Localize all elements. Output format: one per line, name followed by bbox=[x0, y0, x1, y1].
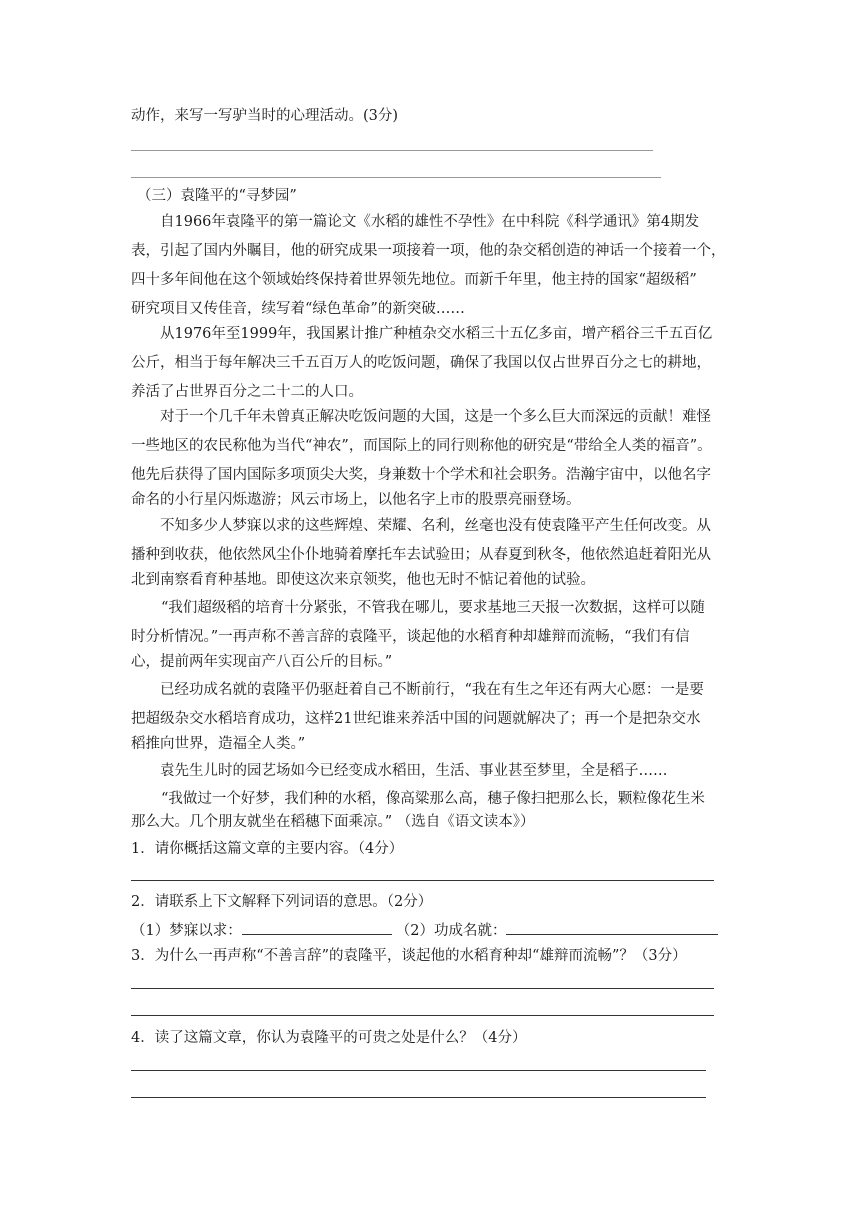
paragraph-line: “我做过一个好梦，我们种的水稻，像高粱那么高，穗子像扫把那么长，颗粒像花生米 bbox=[161, 791, 705, 807]
paragraph-line: 从1976年至1999年，我国累计推广种植杂交水稻三十五亿多亩，增产稻谷三千五百亿 bbox=[160, 326, 713, 342]
question-1: 1．请你概括这篇文章的主要内容。（4分） bbox=[131, 841, 404, 857]
paragraph-line: 表，引起了国内外瞩目，他的研究成果一项接着一项，他的杂交稻创造的神话一个接着一个， bbox=[131, 243, 726, 259]
paragraph-line: 四十多年间他在这个领域始终保持着世界领先地位。而新千年里，他主持的国家“超级稻” bbox=[131, 272, 697, 288]
paragraph-line: 心，提前两年实现亩产八百公斤的目标。” bbox=[131, 654, 393, 670]
top-fragment: 动作，来写一写驴当时的心理活动。(3分) bbox=[131, 108, 399, 124]
question-2-items bbox=[131, 920, 718, 941]
paragraph-line: 研究项目又传佳音，续写着“绿色革命”的新突破…… bbox=[131, 301, 465, 317]
paragraph-line: 袁先生儿时的园艺场如今已经变成水稻田，生活、事业甚至梦里，全是稻子…… bbox=[160, 763, 668, 779]
answer-line[interactable] bbox=[131, 1015, 714, 1016]
paragraph-line: 时分析情况。”一再声称不善言辞的袁隆平，谈起他的水稻育种却雄辩而流畅，“我们有信 bbox=[131, 629, 690, 645]
paragraph-line: 自1966年袁隆平的第一篇论文《水稻的雄性不孕性》在中科院《科学通讯》第4期发 bbox=[160, 214, 700, 230]
question-2a-label: （1）梦寐以求： bbox=[131, 923, 242, 939]
paragraph-line: “我们超级稻的培育十分紧张，不管我在哪儿，要求基地三天报一次数据，这样可以随 bbox=[161, 600, 705, 616]
paragraph-line: 命名的小行星闪烁遨游；风云市场上，以他名字上市的股票亮丽登场。 bbox=[131, 492, 581, 508]
paragraph-line: 已经功成名就的袁隆平仍驱赶着自己不断前行，“我在有生之年还有两大心愿：一是要 bbox=[160, 682, 704, 698]
paragraph-line: 稻推向世界，造福全人类。” bbox=[131, 736, 306, 752]
question-3: 3．为什么一再声称“不善言辞”的袁隆平，谈起他的水稻育种却“雄辩而流畅”？（3分） bbox=[131, 948, 687, 964]
section-title: （三）袁隆平的“寻梦园” bbox=[137, 188, 297, 204]
paragraph-line: 那么大。几个朋友就坐在稻穗下面乘凉。” （选自《语文读本》） bbox=[131, 814, 535, 830]
answer-blank-2a[interactable] bbox=[242, 920, 392, 935]
paragraph-line: 一些地区的农民称他为当代“神农”，而国际上的同行则称他的研究是“带给全人类的福音”。 bbox=[131, 438, 712, 454]
question-4: 4．读了这篇文章，你认为袁隆平的可贵之处是什么？（4分） bbox=[131, 1030, 527, 1046]
paragraph-line: 公斤，相当于每年解决三千五百万人的吃饭问题，确保了我国以仅占世界百分之七的耕地， bbox=[131, 355, 711, 371]
paragraph-line: 把超级杂交水稻培育成功，这样21世纪谁来养活中国的问题就解决了；再一个是把杂交水 bbox=[131, 711, 701, 727]
paragraph-line: 不知多少人梦寐以求的这些辉煌、荣耀、名利，丝毫也没有使袁隆平产生任何改变。从 bbox=[160, 518, 711, 534]
answer-line[interactable] bbox=[131, 1070, 706, 1071]
paragraph-line: 他先后获得了国内国际多项顶尖大奖，身兼数十个学术和社会职务。浩瀚宇宙中，以他名字 bbox=[131, 467, 711, 483]
paragraph-line: 对于一个几千年未曾真正解决吃饭问题的大国，这是一个多么巨大而深远的贡献！难怪 bbox=[160, 409, 711, 425]
answer-line bbox=[131, 150, 653, 151]
paragraph-line: 养活了占世界百分之二十二的人口。 bbox=[131, 384, 363, 400]
question-2b-label: （2）功成名就： bbox=[395, 923, 507, 939]
answer-line[interactable] bbox=[131, 1097, 706, 1098]
paragraph-line: 播种到收获，他依然风尘仆仆地骑着摩托车去试验田；从春夏到秋冬，他依然追赶着阳光从 bbox=[131, 547, 711, 563]
paragraph-line: 北到南察看育种基地。即使这次来京领奖，他也无时不惦记着他的试验。 bbox=[131, 572, 595, 588]
answer-line[interactable] bbox=[131, 988, 714, 989]
question-2: 2．请联系上下文解释下列词语的意思。（2分） bbox=[131, 894, 433, 910]
answer-line[interactable] bbox=[131, 880, 714, 881]
answer-blank-2b[interactable] bbox=[506, 920, 718, 935]
answer-line bbox=[131, 177, 661, 178]
